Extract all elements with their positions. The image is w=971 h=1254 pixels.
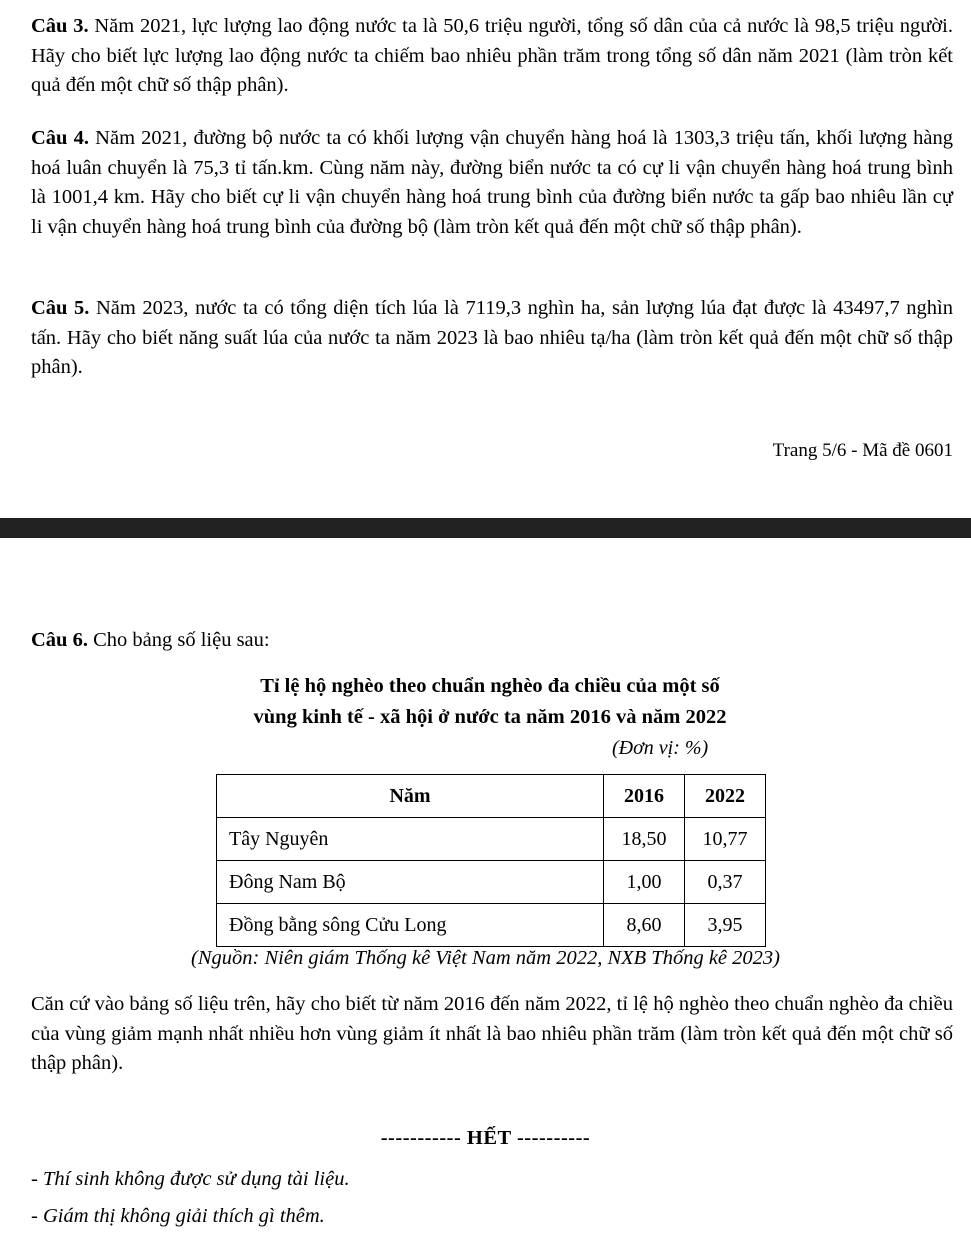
table-row — [217, 861, 766, 904]
table-header-cell: Năm — [217, 775, 604, 818]
question-6-text: Căn cứ vào bảng số liệu trên, hãy cho biết từ năm 2016 đến năm 2022, tỉ lệ hộ nghèo theo chuẩn nghèo đa chiều của vùng giảm mạnh nhất nhiều hơn vùng giảm ít nhất là bao nhiêu phần trăm (làm tròn kết quả đến một chữ số thập phân). — [31, 993, 953, 1074]
question-3-label: Câu 3. — [31, 15, 89, 37]
table-cell-region: Đồng bằng sông Cửu Long — [217, 904, 604, 947]
end-mark: ----------- HẾT ---------- — [380, 1127, 591, 1149]
table-cell-value: 10,77 — [685, 818, 766, 861]
table-cell-value: 0,37 — [685, 861, 766, 904]
table-cell-value: 1,00 — [604, 861, 685, 904]
question-6-intro-text: Cho bảng số liệu sau: — [87, 629, 270, 651]
question-4-label: Câu 4. — [31, 127, 89, 149]
table-row — [217, 818, 766, 861]
question-3-text: Năm 2021, lực lượng lao động nước ta là 50,6 triệu người, tổng số dân của cả nước là 98,5 triệu người. Hãy cho biết lực lượng lao động nước ta chiếm bao nhiêu phần trăm trong tổng số dân năm 2021 (làm tròn kết quả đến một chữ số thập phân). — [31, 15, 953, 96]
table-cell-value: 3,95 — [685, 904, 766, 947]
note-2: - Giám thị không giải thích gì thêm. — [31, 1205, 325, 1227]
question-5-text: Năm 2023, nước ta có tổng diện tích lúa là 7119,3 nghìn ha, sản lượng lúa đạt được là 43497,7 nghìn tấn. Hãy cho biết năng suất lúa của nước ta năm 2023 là bao nhiêu tạ/ha (làm tròn kết quả đến một chữ số thập phân). — [31, 297, 953, 378]
table-header-cell: 2022 — [685, 775, 766, 818]
table-header-row — [217, 775, 766, 818]
table-unit: (Đơn vị: %) — [612, 737, 709, 759]
table-row — [217, 904, 766, 947]
question-5-label: Câu 5. — [31, 297, 90, 319]
page-footer: Trang 5/6 - Mã đề 0601 — [772, 440, 953, 461]
table-title — [160, 671, 820, 733]
question-4 — [31, 124, 953, 242]
question-5 — [31, 294, 953, 383]
page-divider — [0, 518, 971, 538]
table-title-line-2: vùng kinh tế - xã hội ở nước ta năm 2016 và năm 2022 — [253, 706, 727, 728]
table-cell-value: 18,50 — [604, 818, 685, 861]
table-source: (Nguồn: Niên giám Thống kê Việt Nam năm 2022, NXB Thống kê 2023) — [191, 947, 780, 969]
question-6-intro — [31, 626, 953, 656]
table-cell-value: 8,60 — [604, 904, 685, 947]
table-title-line-1: Tỉ lệ hộ nghèo theo chuẩn nghèo đa chiều của một số — [260, 675, 720, 697]
question-3 — [31, 12, 953, 101]
table-cell-region: Tây Nguyên — [217, 818, 604, 861]
data-table — [216, 774, 766, 947]
note-1: - Thí sinh không được sử dụng tài liệu. — [31, 1168, 350, 1190]
table-cell-region: Đông Nam Bộ — [217, 861, 604, 904]
question-4-text: Năm 2021, đường bộ nước ta có khối lượng vận chuyển hàng hoá là 1303,3 triệu tấn, khối lượng hàng hoá luân chuyển là 75,3 tỉ tấn.km. Cùng năm này, đường biển nước ta có cự li vận chuyển hàng hoá trung bình là 1001,4 km. Hãy cho biết cự li vận chuyển hàng hoá trung bình của đường biển nước ta gấp bao nhiêu lần cự li vận chuyển hàng hoá trung bình của đường bộ (làm tròn kết quả đến một chữ số thập phân). — [31, 127, 953, 238]
question-6-label: Câu 6. — [31, 629, 88, 651]
table-header-cell: 2016 — [604, 775, 685, 818]
